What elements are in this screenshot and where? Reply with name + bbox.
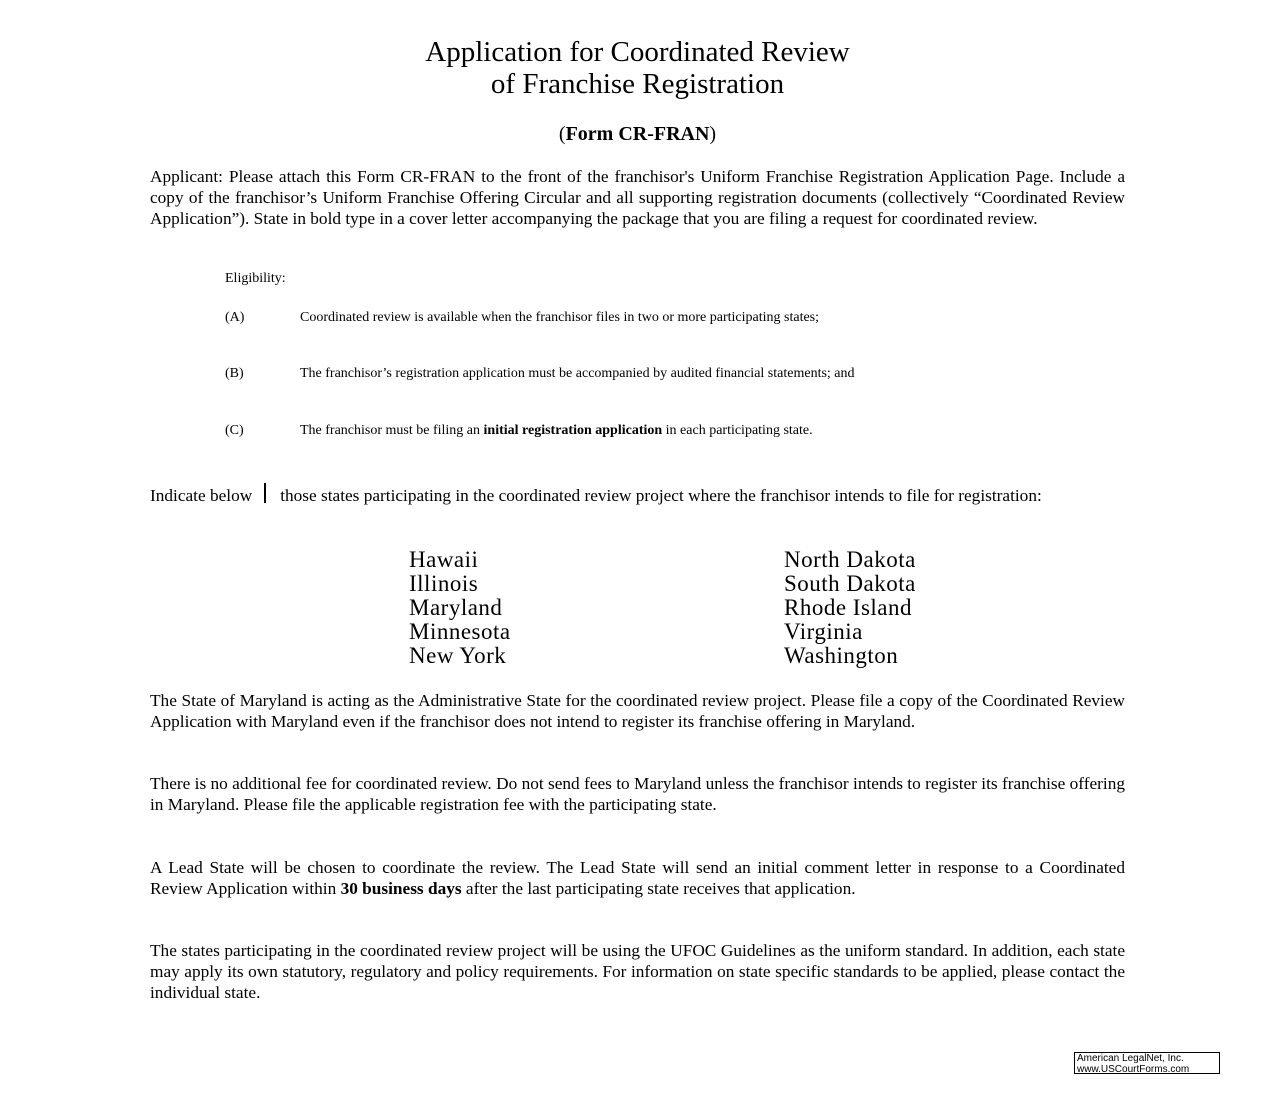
eligibility-text-before: The franchisor must be filing an xyxy=(300,423,484,438)
publisher-footer xyxy=(1074,1052,1220,1074)
state-item: Minnesota xyxy=(409,619,511,644)
lead-text-after: after the last participating state receives that application. xyxy=(461,879,856,898)
eligibility-text xyxy=(300,421,975,440)
state-item: Hawaii xyxy=(409,547,479,572)
eligibility-item-c xyxy=(225,421,975,440)
title-line-1: Application for Coordinated Review xyxy=(425,36,850,68)
footer-line-2: www.USCourtForms.com xyxy=(1077,1064,1190,1075)
eligibility-text-after: in each participating state. xyxy=(662,423,813,438)
states-list-left xyxy=(409,548,511,668)
eligibility-text: Coordinated review is available when the franchisor files in two or more participating states; xyxy=(300,310,820,325)
state-item: South Dakota xyxy=(784,571,916,596)
state-item: Illinois xyxy=(409,571,479,596)
maryland-administrative-paragraph: The State of Maryland is acting as the Administrative State for the coordinated review project. Please file a copy of the Coordinated Review Application with Maryland even if the franchisor does not intend to register its franchise offering in Maryland. xyxy=(150,691,1125,731)
eligibility-text-bold: initial registration application xyxy=(483,423,663,438)
fee-paragraph: There is no additional fee for coordinated review. Do not send fees to Maryland unless the franchisor intends to register its franchise offering in Maryland. Please file the applicable registration fee with the participating state. xyxy=(150,774,1125,814)
states-list-right xyxy=(784,548,916,668)
state-item: New York xyxy=(409,643,507,668)
page-title xyxy=(0,36,1275,100)
eligibility-item-b xyxy=(225,364,975,383)
state-item: Washington xyxy=(784,643,899,668)
lead-text-bold: 30 business days xyxy=(340,879,462,898)
eligibility-letter: (B) xyxy=(225,366,244,381)
state-item: Maryland xyxy=(409,595,503,620)
eligibility-text: The franchisor’s registration application must be accompanied by audited financial statements; and xyxy=(300,366,855,381)
eligibility-item-a xyxy=(225,308,975,327)
lead-text-before: A Lead State will be chosen to coordinate the review. The Lead State will send an initial comment letter in response to a Coordinated Review Application within xyxy=(150,858,1125,898)
eligibility-heading: Eligibility: xyxy=(225,271,286,286)
state-item: Rhode Island xyxy=(784,595,913,620)
form-id-open-paren: ( xyxy=(558,123,566,145)
check-mark-placeholder xyxy=(264,483,266,503)
lead-state-paragraph xyxy=(150,857,1125,899)
title-line-2: of Franchise Registration xyxy=(490,68,785,100)
eligibility-letter: (A) xyxy=(225,310,245,325)
indicate-after: those states participating in the coordinated review project where the franchisor intends to file for registration: xyxy=(280,486,1042,505)
eligibility-letter: (C) xyxy=(225,423,244,438)
footer-line-1: American LegalNet, Inc. xyxy=(1077,1053,1184,1064)
ufoc-guidelines-paragraph: The states participating in the coordinated review project will be using the UFOC Guidelines as the uniform standard. In addition, each state may apply its own statutory, regulatory and policy requirements. For information on state specific standards to be applied, please contact the individual state. xyxy=(150,941,1125,1002)
state-item: Virginia xyxy=(784,619,863,644)
form-id-close-paren: ) xyxy=(709,123,717,145)
indicate-before: Indicate below xyxy=(150,486,253,505)
indicate-states-instruction xyxy=(150,483,1125,506)
state-item: North Dakota xyxy=(784,547,916,572)
form-id-text: Form CR-FRAN xyxy=(565,123,710,145)
applicant-instructions: Applicant: Please attach this Form CR-FRAN to the front of the franchisor's Uniform Franchise Registration Application Page. Include a copy of the franchisor’s Uniform Franchise Offering Circular and all supporting registration documents (collectively “Coordinated Review Application”). State in bold type in a cover letter accompanying the package that you are filing a request for coordinated review. xyxy=(150,167,1125,228)
form-identifier xyxy=(0,122,1275,146)
